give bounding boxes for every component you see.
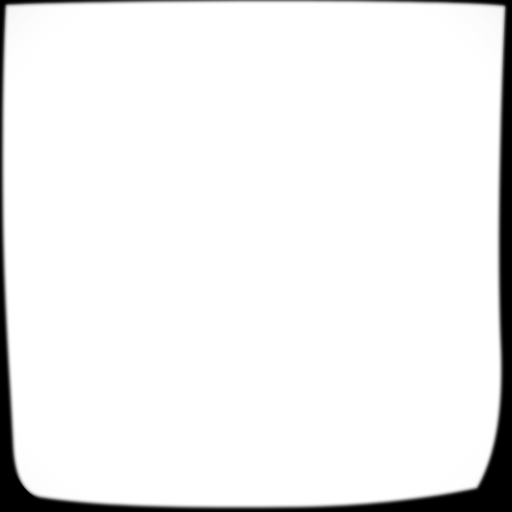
panel-vignette xyxy=(3,1,505,508)
